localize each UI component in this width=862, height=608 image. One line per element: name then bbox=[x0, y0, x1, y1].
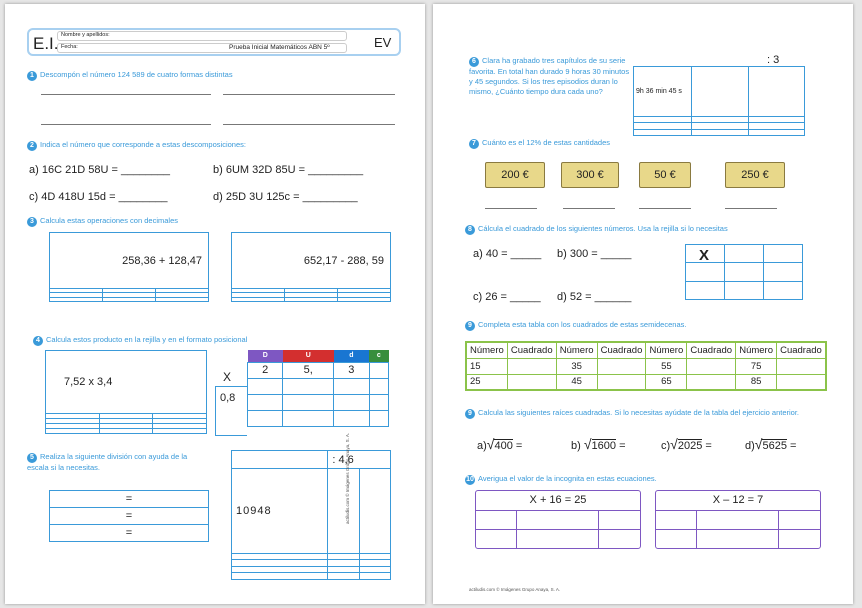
q8-item-d: d) 52 = ______ bbox=[557, 291, 632, 303]
cell: 25 bbox=[466, 374, 507, 390]
q4-grid[interactable] bbox=[45, 350, 207, 434]
q6-divisor: : 3 bbox=[767, 54, 780, 66]
squares-table[interactable] bbox=[465, 341, 827, 391]
cell bbox=[369, 362, 388, 378]
q10-title bbox=[465, 474, 657, 485]
price-tag-200: 200 € bbox=[485, 162, 545, 188]
q5-divisor: : 4,6 bbox=[328, 451, 391, 469]
equation-box-2[interactable] bbox=[655, 490, 821, 549]
q7-text: Cuánto es el 12% de estas cantidades bbox=[482, 138, 611, 147]
q3-operation-1: 258,36 + 128,47 bbox=[50, 233, 209, 289]
cell: 15 bbox=[466, 358, 507, 374]
answer-cell[interactable] bbox=[687, 374, 736, 390]
q8-x-sign: X bbox=[699, 247, 710, 264]
q1-title bbox=[27, 70, 233, 81]
cell: 75 bbox=[736, 358, 777, 374]
q2-item-b: b) 6UM 32D 85U = _________ bbox=[213, 164, 364, 176]
answer-cell[interactable] bbox=[507, 374, 556, 390]
q2-item-c: c) 4D 418U 15d = ________ bbox=[29, 191, 168, 203]
q2-text: Indica el número que corresponde a estas descomposiciones: bbox=[40, 140, 246, 149]
answer-line[interactable] bbox=[41, 124, 211, 125]
q6-number: 6 bbox=[469, 57, 479, 67]
test-title: Prueba Inicial Matemáticos ABN 5º bbox=[229, 44, 330, 51]
q8-item-a: a) 40 = _____ bbox=[473, 248, 542, 260]
header-numero: Número bbox=[466, 342, 507, 358]
header-ei: E.I. bbox=[33, 34, 59, 53]
worksheet-page-1 bbox=[5, 4, 425, 604]
radicand: 5625 bbox=[762, 440, 787, 452]
q9-number: 9 bbox=[465, 321, 475, 331]
answer-cell[interactable] bbox=[597, 374, 646, 390]
side-credit: actiludis.com © Imágenes Grupo Anaya, S. A. bbox=[345, 432, 350, 524]
equation-box-1[interactable] bbox=[475, 490, 641, 549]
label: d) bbox=[745, 440, 755, 452]
header-numero: Número bbox=[646, 342, 687, 358]
q3-grid-1[interactable] bbox=[49, 232, 209, 302]
q3-text: Calcula estas operaciones con decimales bbox=[40, 216, 178, 225]
equation-2: X – 12 = 7 bbox=[656, 491, 820, 510]
price-tag-250: 250 € bbox=[725, 162, 785, 188]
q4-number: 4 bbox=[33, 336, 43, 346]
header-cuadrado: Cuadrado bbox=[597, 342, 646, 358]
q5-number: 5 bbox=[27, 453, 37, 463]
radicand: 1600 bbox=[591, 440, 617, 452]
name-label: Nombre y apellidos: bbox=[61, 32, 110, 38]
answer-cell[interactable] bbox=[687, 358, 736, 374]
cell: 35 bbox=[556, 358, 597, 374]
q2-item-d: d) 25D 3U 125c = _________ bbox=[213, 191, 358, 203]
label: a) bbox=[477, 440, 487, 452]
q8-item-b: b) 300 = _____ bbox=[557, 248, 632, 260]
root-a bbox=[477, 436, 522, 452]
footer-credit: actiludis.com © Imágenes Grupo Anaya, S. A. bbox=[469, 587, 561, 592]
radicand: 2025 bbox=[677, 440, 703, 452]
radicand: 400 bbox=[494, 440, 513, 452]
q9-title bbox=[465, 320, 686, 331]
q4-text: Calcula estos producto en la rejilla y en el formato posicional bbox=[46, 335, 248, 344]
q5-text: Realiza la siguiente división con ayuda de la escala si la necesitas. bbox=[27, 452, 188, 472]
root-c bbox=[661, 436, 712, 452]
q7-number: 7 bbox=[469, 139, 479, 149]
q10-text: Averigua el valor de la incognita en estas ecuaciones. bbox=[478, 474, 657, 483]
q6-text-block bbox=[469, 56, 633, 97]
q4-x-sign: X bbox=[223, 370, 232, 384]
sqrt-icon: √ bbox=[486, 436, 495, 452]
answer-line[interactable] bbox=[223, 124, 395, 125]
cell: 3 bbox=[334, 362, 369, 378]
eq: = bbox=[790, 440, 797, 452]
header-cuadrado: Cuadrado bbox=[687, 342, 736, 358]
answer-line[interactable] bbox=[725, 208, 777, 209]
q6-division-grid[interactable] bbox=[633, 66, 805, 136]
price-tag-50: 50 € bbox=[639, 162, 691, 188]
q4-multiplier: 0,8 bbox=[220, 392, 236, 404]
q8-grid[interactable] bbox=[685, 244, 803, 300]
sqrt-icon: √ bbox=[670, 436, 678, 452]
q9-text: Completa esta tabla con los cuadrados de estas semidecenas. bbox=[478, 320, 687, 329]
q8-text: Cálcula el cuadrado de los siguientes números. Usa la rejilla si lo necesitas bbox=[478, 224, 728, 233]
q6-text: Clara ha grabado tres capítulos de su serie favorita. En total han durado 9 horas 30 minutos y 45 segundos. Si los tres episodios duran lo mismo, ¿Cuánto tiempo dura cada uno? bbox=[469, 56, 630, 96]
eq: = bbox=[619, 440, 626, 452]
q5-title bbox=[27, 452, 207, 473]
date-label: Fecha: bbox=[61, 44, 78, 50]
header-d-decimal: d bbox=[334, 350, 369, 362]
header-cuadrado: Cuadrado bbox=[777, 342, 826, 358]
q6-time: 9h 36 min 45 s bbox=[634, 67, 692, 117]
answer-cell[interactable] bbox=[777, 374, 826, 390]
q9b-title bbox=[465, 408, 799, 419]
root-b bbox=[571, 436, 626, 452]
q8-number: 8 bbox=[465, 225, 475, 235]
root-d bbox=[745, 436, 796, 452]
q1-number: 1 bbox=[27, 71, 37, 81]
q4-operation: 7,52 x 3,4 bbox=[46, 351, 207, 414]
q5-scale-table[interactable] bbox=[49, 490, 209, 542]
q3-number: 3 bbox=[27, 217, 37, 227]
cell: 85 bbox=[736, 374, 777, 390]
cell: 55 bbox=[646, 358, 687, 374]
q3-operation-2: 652,17 - 288, 59 bbox=[232, 233, 391, 289]
label: c) bbox=[661, 440, 671, 452]
q7-title bbox=[469, 138, 610, 149]
q2-title bbox=[27, 140, 246, 151]
cell: 2 bbox=[248, 362, 283, 378]
q3-grid-2[interactable] bbox=[231, 232, 391, 302]
cell: 5, bbox=[283, 362, 334, 378]
q9b-number: 9 bbox=[465, 409, 475, 419]
equation-1: X + 16 = 25 bbox=[476, 491, 640, 510]
eq: = bbox=[50, 525, 209, 542]
q5-dividend: 10948 bbox=[232, 469, 328, 554]
answer-cell[interactable] bbox=[777, 358, 826, 374]
header-c: c bbox=[369, 350, 388, 362]
header-numero: Número bbox=[556, 342, 597, 358]
answer-line[interactable] bbox=[639, 208, 691, 209]
q2-item-a: a) 16C 21D 58U = ________ bbox=[29, 164, 170, 176]
answer-line[interactable] bbox=[41, 94, 211, 95]
answer-cell[interactable] bbox=[597, 358, 646, 374]
q8-item-c: c) 26 = _____ bbox=[473, 291, 541, 303]
q3-title bbox=[27, 216, 178, 227]
q10-number: 10 bbox=[466, 476, 474, 483]
eq: = bbox=[705, 440, 712, 452]
label: b) bbox=[571, 440, 581, 452]
sqrt-icon: √ bbox=[754, 436, 763, 452]
q5-division-grid[interactable] bbox=[231, 450, 391, 580]
header-d: D bbox=[248, 350, 283, 362]
q1-text: Descompón el número 124 589 de cuatro formas distintas bbox=[40, 70, 233, 79]
q2-number: 2 bbox=[27, 141, 37, 151]
cell: 45 bbox=[556, 374, 597, 390]
eq: = bbox=[50, 508, 209, 525]
q9b-text: Calcula las siguientes raíces cuadradas. Si lo necesitas ayúdate de la tabla del ejercicio anterior. bbox=[478, 408, 800, 417]
price-tag-300: 300 € bbox=[561, 162, 619, 188]
header-ev: EV bbox=[374, 35, 392, 50]
header-cuadrado: Cuadrado bbox=[507, 342, 556, 358]
answer-line[interactable] bbox=[485, 208, 537, 209]
q4-positional-table[interactable] bbox=[247, 350, 389, 427]
worksheet-page-2 bbox=[433, 4, 853, 604]
header-numero: Número bbox=[736, 342, 777, 358]
eq: = bbox=[515, 440, 523, 452]
answer-cell[interactable] bbox=[507, 358, 556, 374]
cell: 65 bbox=[646, 374, 687, 390]
answer-line[interactable] bbox=[223, 94, 395, 95]
sqrt-icon: √ bbox=[583, 436, 592, 452]
eq: = bbox=[50, 491, 209, 508]
header-u: U bbox=[283, 350, 334, 362]
q4-title bbox=[33, 335, 247, 346]
answer-line[interactable] bbox=[563, 208, 615, 209]
q8-title bbox=[465, 224, 728, 235]
